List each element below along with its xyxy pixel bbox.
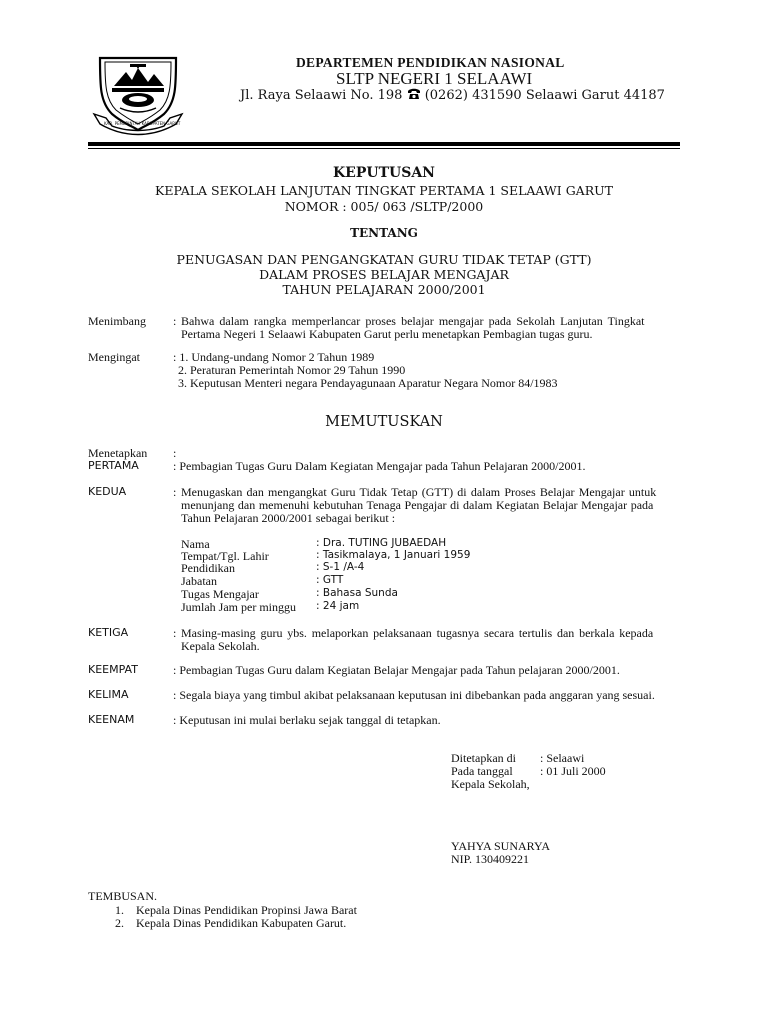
tembusan-item: Kepala Dinas Pendidikan Propinsi Jawa Barat: [136, 903, 357, 917]
field-value: : Bahasa Sunda: [316, 587, 398, 599]
kedua-sep: :: [173, 485, 177, 499]
decree-number: NOMOR : 005/ 063 /SLTP/2000: [284, 199, 484, 214]
about-heading: TENTANG: [350, 226, 418, 240]
logo-ribbon-text: KAB. PEMERINTAH KABUPATEN GARUT: [104, 121, 181, 126]
mengingat-item: 3. Keputusan Menteri negara Pendayagunaan Aparatur Negara Nomor 84/1983: [178, 376, 558, 390]
field-label: Nama: [181, 537, 210, 551]
place-value: : Selaawi: [540, 751, 585, 765]
header-rule-thin: [88, 148, 680, 149]
subject-line-3: TAHUN PELAJARAN 2000/2001: [282, 282, 486, 297]
mengingat-label: Mengingat: [88, 350, 140, 364]
header-rule-thick: [88, 142, 680, 146]
kedua-text-1: Menugaskan dan mengangkat Guru Tidak Tetap (GTT) di dalam Proses Belajar Mengajar untuk: [181, 485, 657, 499]
telephone-icon: [407, 88, 421, 100]
teacher-position: GTT: [322, 574, 344, 586]
school-name: SLTP NEGERI 1 SELAAWI: [336, 69, 533, 88]
keenam-label: KEENAM: [88, 713, 135, 726]
teacher-education: S-1 /A-4: [322, 561, 365, 573]
kedua-text-3: Tahun Pelajaran 2000/2001 sebagai berikut :: [181, 511, 396, 525]
field-label: Tempat/Tgl. Lahir: [181, 549, 269, 563]
pertama-text: : Pembagian Tugas Guru Dalam Kegiatan Mengajar pada Tahun Pelajaran 2000/2001.: [173, 459, 586, 473]
field-value: : S-1 /A-4: [316, 561, 365, 573]
field-label: Jabatan: [181, 574, 217, 588]
menimbang-text-1: Bahwa dalam rangka memperlancar proses belajar mengajar pada Sekolah Lanjutan Tingkat: [181, 314, 645, 328]
mengingat-item: : 1. Undang-undang Nomor 2 Tahun 1989: [173, 350, 375, 364]
subject-line-2: DALAM PROSES BELAJAR MENGAJAR: [259, 267, 509, 282]
school-address: [240, 88, 665, 103]
keempat-label: KEEMPAT: [88, 663, 138, 676]
address-text: Jl. Raya Selaawi No. 198: [240, 88, 403, 103]
keempat-text: : Pembagian Tugas Guru dalam Kegiatan Belajar Mengajar pada Tahun pelajaran 2000/2001.: [173, 663, 620, 677]
field-label: Tugas Mengajar: [181, 587, 259, 601]
kedua-label: KEDUA: [88, 485, 127, 498]
ketiga-label: KETIGA: [88, 626, 129, 639]
field-label: Jumlah Jam per minggu: [181, 600, 296, 614]
signer-nip: NIP. 130409221: [451, 852, 530, 866]
tembusan-item: Kepala Dinas Pendidikan Kabupaten Garut.: [136, 916, 347, 930]
ketiga-sep: :: [173, 626, 177, 640]
teacher-name: Dra. TUTING JUBAEDAH: [322, 537, 447, 549]
field-value: : Tasikmalaya, 1 Januari 1959: [316, 549, 471, 561]
field-value: : 24 jam: [316, 600, 360, 612]
menimbang-label: Menimbang: [88, 314, 146, 328]
subject-line-1: PENUGASAN DAN PENGANGKATAN GURU TIDAK TETAP (GTT): [176, 252, 592, 267]
decree-issuer: KEPALA SEKOLAH LANJUTAN TINGKAT PERTAMA 1 SELAAWI GARUT: [154, 183, 613, 198]
keenam-text: : Keputusan ini mulai berlaku sejak tanggal di tetapkan.: [173, 713, 441, 727]
kedua-text-2: menunjang dan memenuhi kebutuhan Tenaga Pengajar di dalam Kegiatan Belajar Mengajar pada: [181, 498, 654, 512]
pertama-label: PERTAMA: [88, 459, 139, 472]
ketiga-text-2: Kepala Sekolah.: [181, 639, 260, 653]
kelima-text: : Segala biaya yang timbul akibat pelaksanaan keputusan ini dibebankan pada anggaran yang sesuai.: [173, 688, 655, 702]
teacher-hours: 24 jam: [322, 600, 360, 612]
menimbang-sep: :: [173, 314, 177, 328]
ministry-name: DEPARTEMEN PENDIDIKAN NASIONAL: [296, 55, 565, 70]
signer-name: YAHYA SUNARYA: [451, 839, 551, 853]
mengingat-item: 2. Peraturan Pemerintah Nomor 29 Tahun 1990: [178, 363, 406, 377]
teacher-birth: Tasikmalaya, 1 Januari 1959: [322, 549, 471, 561]
phone-number: (0262) 431590 Selaawi Garut 44187: [424, 88, 665, 103]
decree-heading: KEPUTUSAN: [333, 165, 435, 181]
kelima-label: KELIMA: [88, 688, 129, 701]
teacher-subject: Bahasa Sunda: [322, 587, 398, 599]
menetapkan-label: Menetapkan: [88, 446, 148, 460]
field-value: : GTT: [316, 574, 344, 586]
menimbang-text-2: Pertama Negeri 1 Selaawi Kabupaten Garut perlu menetapkan Pembagian tugas guru.: [181, 327, 593, 341]
signer-position: Kepala Sekolah,: [451, 777, 530, 791]
tembusan-label: TEMBUSAN.: [88, 889, 158, 903]
place-label: Ditetapkan di: [451, 751, 516, 765]
memutuskan-heading: MEMUTUSKAN: [325, 414, 443, 430]
date-label: Pada tanggal: [451, 764, 513, 778]
field-label: Pendidikan: [181, 561, 235, 575]
field-value: : Dra. TUTING JUBAEDAH: [316, 537, 447, 549]
date-value: : 01 Juli 2000: [540, 764, 606, 778]
menetapkan-sep: :: [173, 446, 177, 460]
ketiga-text-1: Masing-masing guru ybs. melaporkan pelaksanaan tugasnya secara tertulis dan berkala kepada: [181, 626, 654, 640]
school-logo: [92, 52, 184, 136]
tembusan-num: 1.: [115, 903, 124, 917]
tembusan-num: 2.: [115, 916, 124, 930]
